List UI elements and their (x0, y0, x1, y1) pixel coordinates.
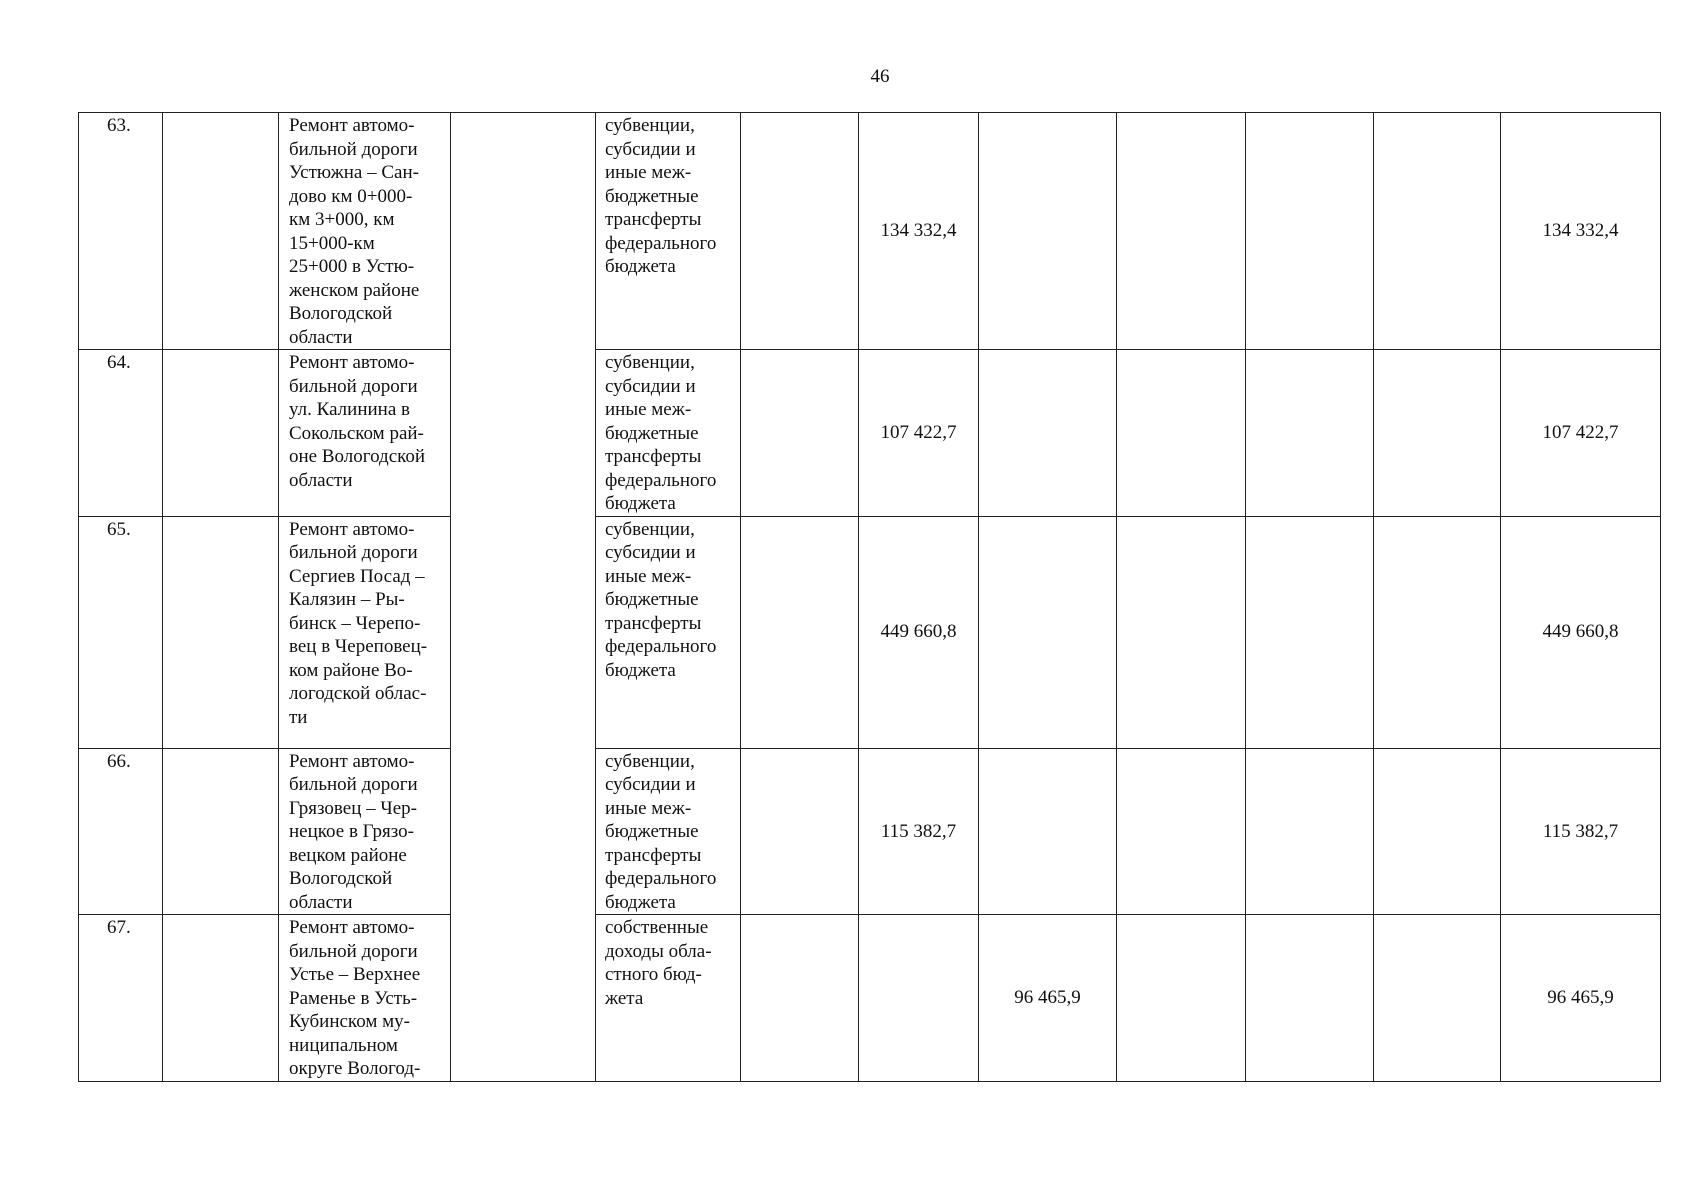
cell-line: Ремонт автомо- (289, 352, 415, 373)
empty-cell (741, 113, 859, 350)
cell-line: ти (289, 706, 308, 728)
empty-cell (1117, 113, 1246, 350)
empty-cell (1117, 350, 1246, 517)
amount-cell: 96 465,9 (979, 915, 1117, 1082)
funding-source (596, 915, 741, 1082)
amount-cell: 134 332,4 (859, 113, 979, 350)
empty-cell (1374, 516, 1501, 748)
cell-line: Ремонт автомо- (289, 518, 415, 540)
cell-line: трансферты (605, 446, 702, 467)
cell-line: иные меж- (605, 797, 692, 819)
merged-column-cell (451, 915, 596, 1082)
row-number: 64. (79, 350, 163, 517)
empty-cell (741, 748, 859, 915)
cell-line: 25+000 в Устю- (289, 256, 415, 277)
cell-line: бильной дороги (289, 774, 418, 795)
cell-line: оне Вологодской (289, 446, 426, 467)
empty-cell (1246, 915, 1374, 1082)
merged-column-cell (451, 516, 596, 748)
cell-line: бюджетные (605, 821, 699, 842)
total-cell: 134 332,4 (1501, 113, 1661, 350)
empty-cell (1374, 113, 1501, 350)
empty-cell (163, 113, 279, 350)
merged-column-cell (451, 350, 596, 517)
cell-line: Ремонт автомо- (289, 917, 415, 938)
cell-line: бильной дороги (289, 138, 418, 160)
cell-line: области (289, 326, 353, 348)
budget-table (78, 112, 1661, 1082)
cell-line: Устюжна – Сан- (289, 162, 419, 183)
cell-line: Грязовец – Чер- (289, 797, 417, 819)
funding-source (596, 113, 741, 350)
cell-line: дово км 0+000- (289, 185, 413, 207)
cell-line: Калязин – Ры- (289, 589, 405, 610)
cell-line: области (289, 891, 353, 913)
cell-line: бюджетные (605, 185, 699, 207)
amount-cell (979, 113, 1117, 350)
cell-line: доходы обла- (605, 940, 712, 962)
cell-line: федерального (605, 868, 717, 889)
amount-cell (859, 915, 979, 1082)
cell-line: ниципальном (289, 1034, 398, 1056)
cell-line: жета (605, 987, 644, 1009)
cell-line: Устье – Верхнее (289, 964, 421, 985)
cell-line: области (289, 469, 353, 491)
page-number: 46 (870, 66, 890, 87)
row-number: 67. (79, 915, 163, 1082)
table-row (79, 915, 1661, 1082)
table-row (79, 113, 1661, 350)
total-cell: 96 465,9 (1501, 915, 1661, 1082)
amount-cell: 107 422,7 (859, 350, 979, 517)
cell-line: Вологодской (289, 303, 393, 324)
table-row (79, 350, 1661, 517)
object-name (279, 516, 451, 748)
table-body (79, 113, 1661, 1082)
cell-line: Раменье в Усть- (289, 987, 418, 1009)
empty-cell (1246, 516, 1374, 748)
empty-cell (1246, 113, 1374, 350)
merged-column-cell (451, 748, 596, 915)
cell-line: субвенции, (605, 115, 695, 136)
empty-cell (1374, 915, 1501, 1082)
amount-cell (979, 516, 1117, 748)
empty-cell (741, 350, 859, 517)
empty-cell (741, 915, 859, 1082)
cell-line: иные меж- (605, 162, 692, 183)
amount-cell (979, 350, 1117, 517)
cell-line: федерального (605, 469, 717, 491)
object-name (279, 915, 451, 1082)
cell-line: иные меж- (605, 399, 692, 420)
cell-line: бильной дороги (289, 940, 418, 962)
cell-line: федерального (605, 636, 717, 657)
amount-cell: 115 382,7 (859, 748, 979, 915)
object-name (279, 748, 451, 915)
cell-line: ком районе Во- (289, 659, 413, 681)
cell-line: ул. Калинина в (289, 399, 410, 420)
amount-cell (979, 748, 1117, 915)
cell-line: субвенции, (605, 518, 695, 540)
cell-line: Сергиев Посад – (289, 565, 425, 587)
cell-line: Вологодской (289, 868, 393, 889)
cell-line: субсидии и (605, 774, 696, 795)
cell-line: Сокольском рай- (289, 422, 424, 444)
cell-line: трансферты (605, 612, 702, 634)
cell-line: иные меж- (605, 565, 692, 587)
cell-line: субсидии и (605, 138, 696, 160)
cell-line: бюджетные (605, 589, 699, 610)
cell-line: субвенции, (605, 750, 695, 772)
cell-line: бюджета (605, 659, 676, 681)
funding-source (596, 516, 741, 748)
cell-line: Ремонт автомо- (289, 115, 415, 136)
empty-cell (1374, 350, 1501, 517)
cell-line: трансферты (605, 209, 702, 230)
cell-line: бильной дороги (289, 542, 418, 563)
cell-line: бюджета (605, 256, 676, 277)
cell-line: субсидии и (605, 542, 696, 563)
cell-line: субсидии и (605, 375, 696, 397)
cell-line: стного бюд- (605, 964, 702, 985)
empty-cell (163, 350, 279, 517)
cell-line: бильной дороги (289, 375, 418, 397)
cell-line: субвенции, (605, 352, 695, 373)
cell-line: Ремонт автомо- (289, 750, 415, 772)
cell-line: 15+000-км (289, 232, 375, 254)
empty-cell (741, 516, 859, 748)
cell-line: женском районе (289, 279, 420, 301)
empty-cell (1117, 516, 1246, 748)
row-number: 65. (79, 516, 163, 748)
empty-cell (163, 748, 279, 915)
total-cell: 449 660,8 (1501, 516, 1661, 748)
cell-line: Кубинском му- (289, 1011, 410, 1032)
cell-line: федерального (605, 232, 717, 254)
empty-cell (1117, 748, 1246, 915)
amount-cell: 449 660,8 (859, 516, 979, 748)
cell-line: нецкое в Грязо- (289, 821, 414, 842)
cell-line: бюджетные (605, 422, 699, 444)
object-name (279, 113, 451, 350)
cell-line: округе Вологод- (289, 1058, 421, 1079)
cell-line: собственные (605, 917, 709, 938)
funding-source (596, 350, 741, 517)
row-number: 66. (79, 748, 163, 915)
table-row (79, 516, 1661, 748)
cell-line: бюджета (605, 891, 676, 913)
cell-line: вец в Череповец- (289, 636, 428, 657)
empty-cell (163, 516, 279, 748)
empty-cell (1374, 748, 1501, 915)
row-number: 63. (79, 113, 163, 350)
cell-line: бюджета (605, 493, 676, 514)
empty-cell (1117, 915, 1246, 1082)
cell-line: вецком районе (289, 844, 407, 866)
cell-line: логодской облас- (289, 683, 427, 704)
merged-column-cell (451, 113, 596, 350)
table-row (79, 748, 1661, 915)
total-cell: 115 382,7 (1501, 748, 1661, 915)
empty-cell (1246, 350, 1374, 517)
total-cell: 107 422,7 (1501, 350, 1661, 517)
cell-line: км 3+000, км (289, 209, 395, 230)
cell-line: бинск – Черепо- (289, 612, 421, 634)
empty-cell (163, 915, 279, 1082)
empty-cell (1246, 748, 1374, 915)
funding-source (596, 748, 741, 915)
object-name (279, 350, 451, 517)
cell-line: трансферты (605, 844, 702, 866)
